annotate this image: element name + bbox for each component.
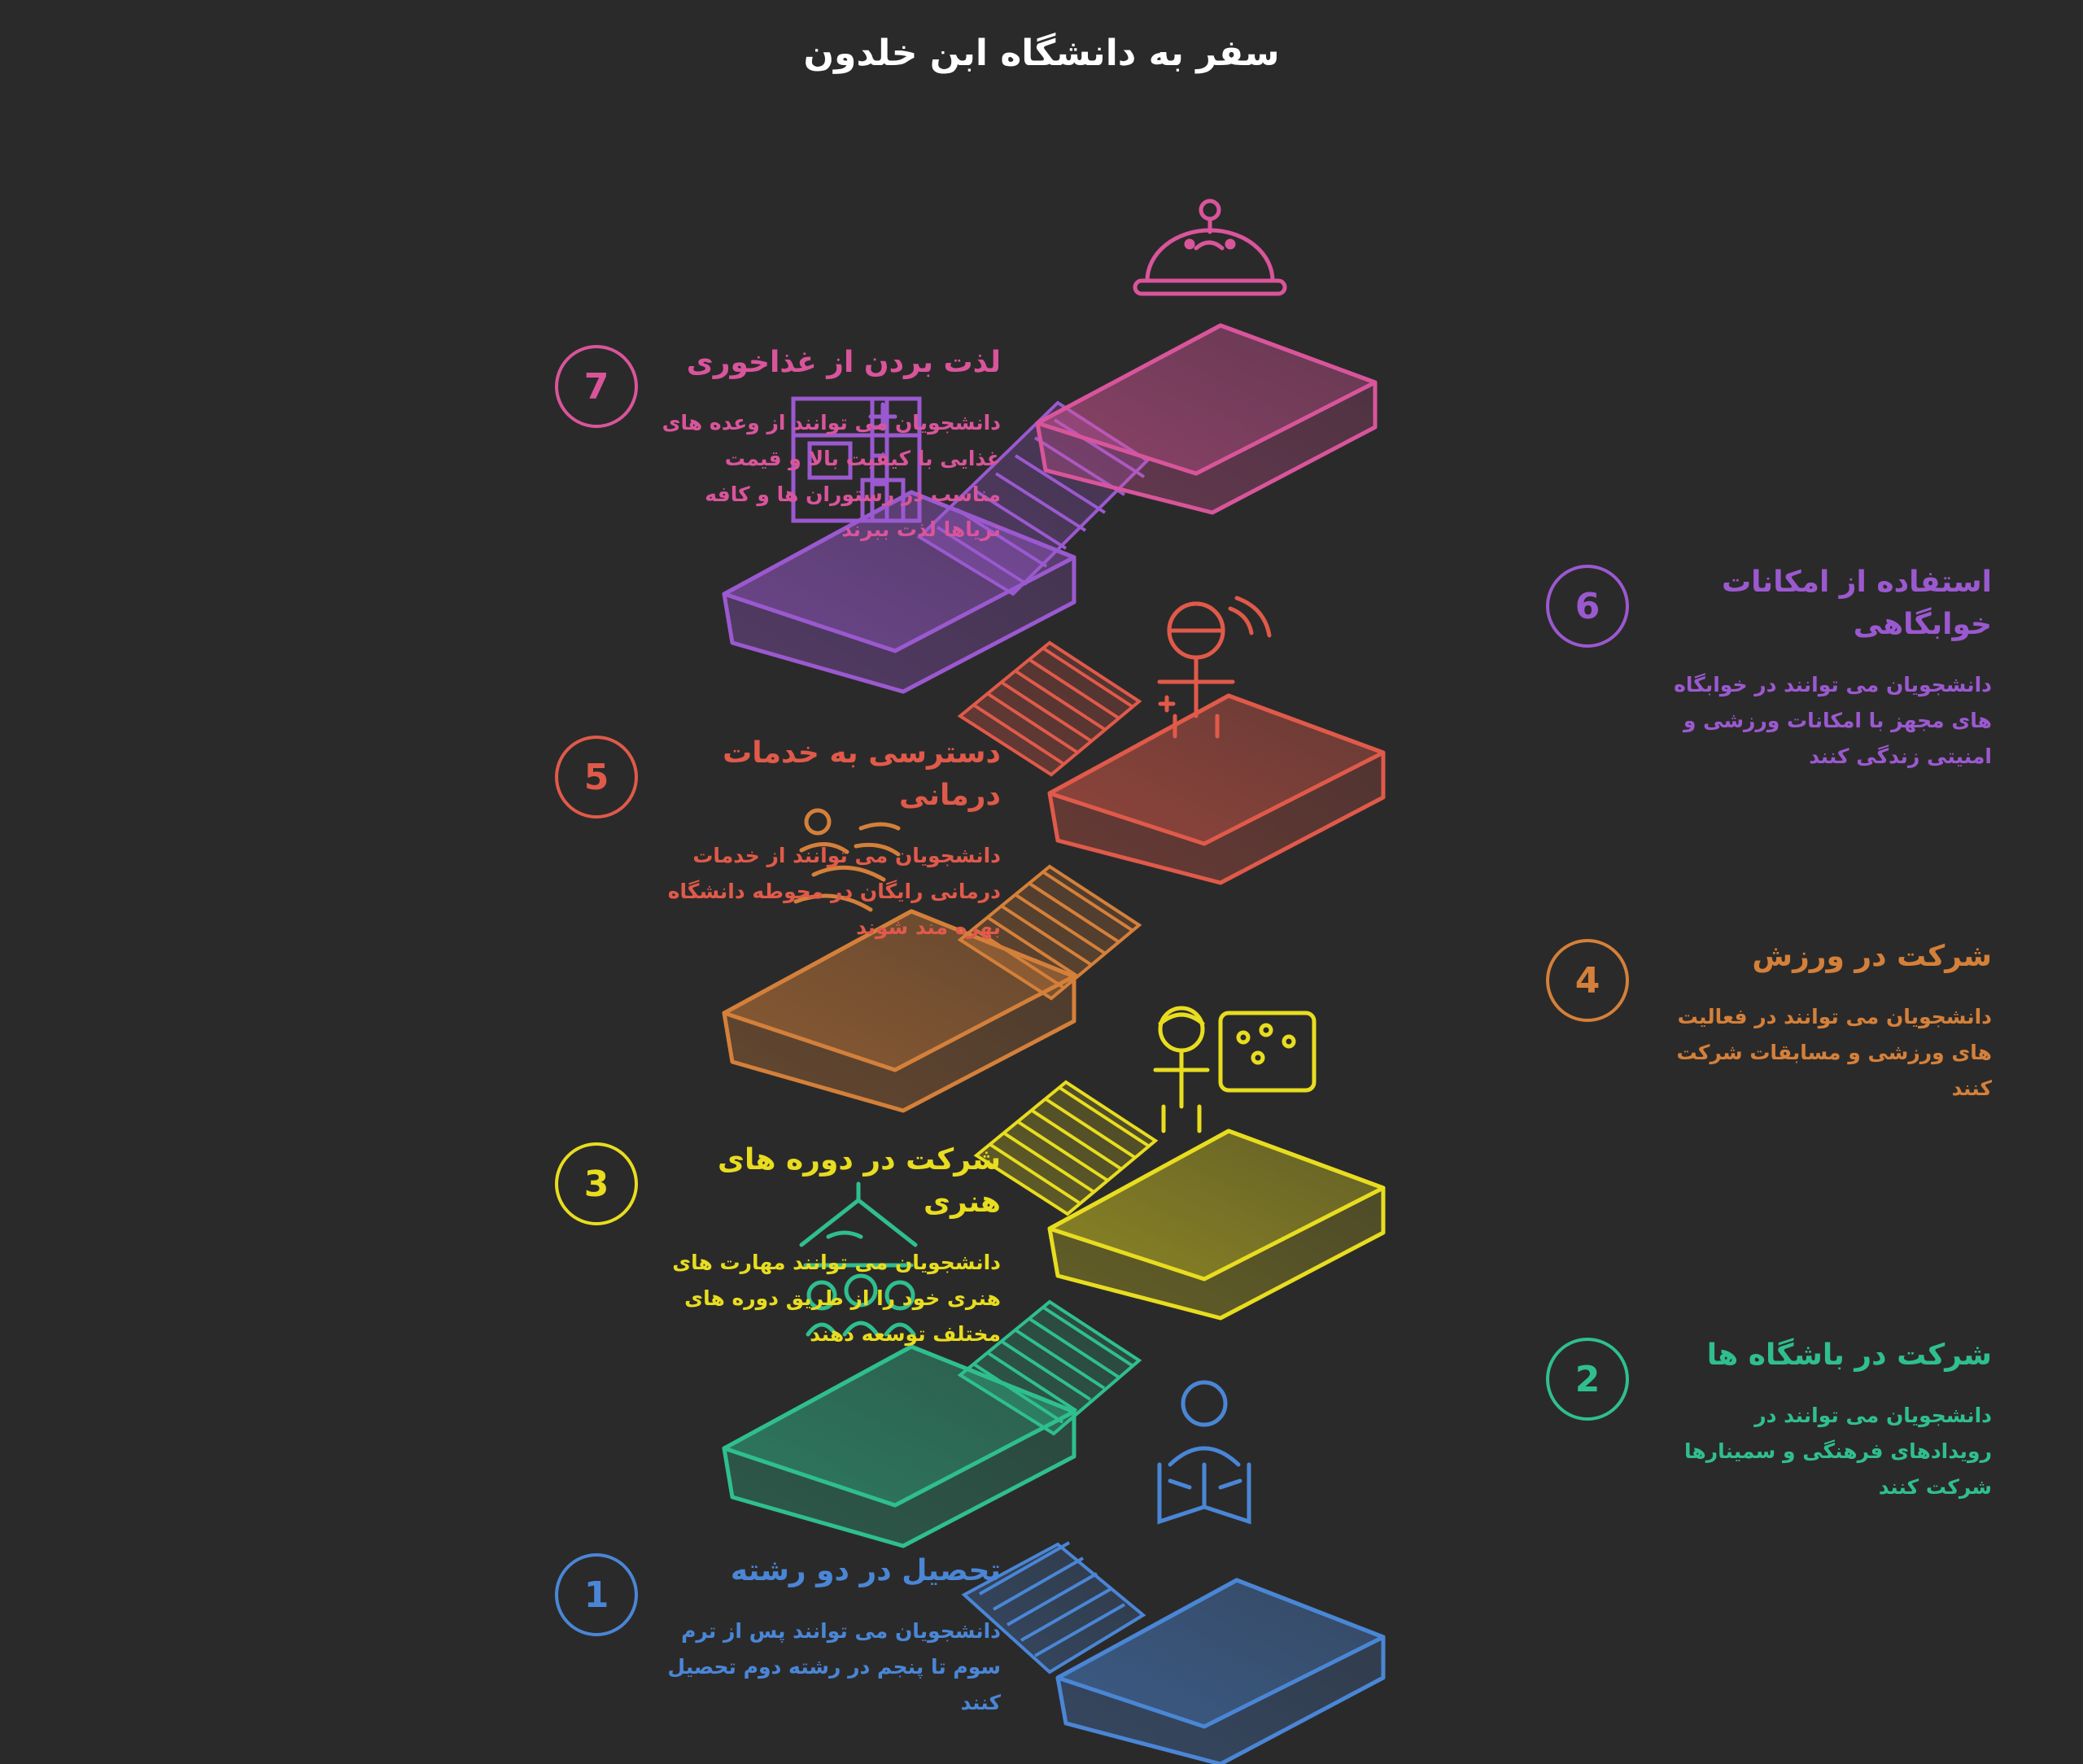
- step-title-5: دسترسی به خدمات درمانی: [723, 736, 1001, 813]
- step-badge-2: 2: [1546, 1338, 1629, 1421]
- step-title-4: شرکت در ورزش: [1752, 940, 1992, 973]
- step-desc-2: دانشجویان می توانند در رویدادهای فرهنگی و سمینارها شرکت کنند: [1684, 1404, 1992, 1499]
- step-block-5[interactable]: [555, 732, 1001, 945]
- step-badge-6: 6: [1546, 565, 1629, 648]
- artist-palette-icon: [1155, 1008, 1314, 1131]
- step-badge-4: 4: [1546, 939, 1629, 1022]
- step-block-6[interactable]: [1546, 561, 1992, 775]
- reading-person-icon: [1159, 1382, 1249, 1522]
- step-desc-6: دانشجویان می توانند در خوابگاه های مجهز با امکانات ورزشی و امنیتی زندگی کنند: [1674, 673, 1992, 768]
- step-badge-3: 3: [555, 1142, 638, 1225]
- step-title-1: تحصیل در دو رشته: [730, 1554, 1001, 1587]
- step-block-2[interactable]: [1546, 1334, 1992, 1504]
- step-desc-1: دانشجویان می توانند پس از ترم سوم تا پنجم در رشته دوم تحصیل کنند: [667, 1619, 1001, 1714]
- step-block-4[interactable]: [1546, 936, 1992, 1106]
- step-badge-1: 1: [555, 1553, 638, 1636]
- step-title-6: استفاده از امکانات خوابگاهی: [1721, 565, 1992, 642]
- step-desc-3: دانشجویان می توانند مهارت های هنری خود را از طریق دوره های مختلف توسعه دهند: [672, 1251, 1001, 1346]
- food-cloche-icon: [1135, 201, 1285, 294]
- step-desc-4: دانشجویان می توانند در فعالیت های ورزشی و مسابقات شرکت کنند: [1676, 1005, 1992, 1100]
- step-badge-7: 7: [555, 345, 638, 428]
- step-desc-5: دانشجویان می توانند از خدمات درمانی رایگان در محوطه دانشگاه بهره مند شوند: [667, 844, 1001, 939]
- page-title: سفر به دانشگاه ابن خلدون: [803, 33, 1280, 74]
- step-block-7[interactable]: [555, 342, 1001, 548]
- step-title-7: لذت بردن از غذاخوری: [686, 346, 1001, 379]
- step-desc-7: دانشجویان می توانند از وعده های غذایی با کیفیت بالا و قیمت مناسب در رستوران ها و کافه تریاها لذت ببرند: [662, 411, 1001, 542]
- step-title-2: شرکت در باشگاه ها: [1706, 1338, 1992, 1372]
- step-badge-5: 5: [555, 736, 638, 819]
- step-title-3: شرکت در دوره های هنری: [718, 1143, 1001, 1220]
- step-block-3[interactable]: [555, 1139, 1001, 1352]
- step-block-1[interactable]: [555, 1550, 1001, 1720]
